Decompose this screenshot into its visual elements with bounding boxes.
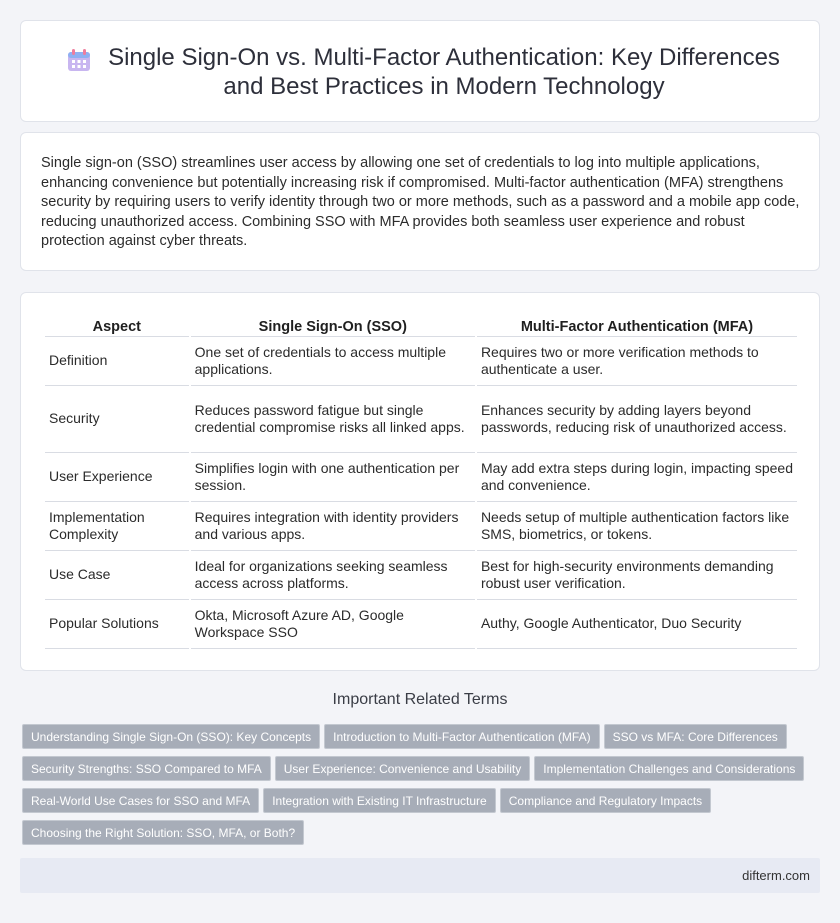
related-terms-list <box>22 724 812 852</box>
table-row <box>45 551 797 600</box>
related-term-tag[interactable]: Compliance and Regulatory Impacts <box>500 788 711 813</box>
table-cell-aspect: Implementation Complexity <box>45 502 189 551</box>
table-cell-aspect: Definition <box>45 337 189 386</box>
comparison-table <box>43 315 799 649</box>
table-row <box>45 453 797 502</box>
table-cell-sso: Requires integration with identity providers and various apps. <box>191 502 475 551</box>
table-cell-mfa: Best for high-security environments demanding robust user verification. <box>477 551 797 600</box>
footer <box>20 858 820 893</box>
summary-text: Single sign-on (SSO) streamlines user access by allowing one set of credentials to log into multiple applications, enhancing convenience but potentially increasing risk if compromised. Multi-factor authentication (MFA) strengthens security by requiring users to verify identity through two or more methods, such as a password and a mobile app code, reducing unauthorized access. Combining SSO with MFA provides both seamless user experience and robust protection against cyber threats. <box>41 155 800 250</box>
related-term-tag[interactable]: Introduction to Multi-Factor Authentication (MFA) <box>324 724 599 749</box>
related-term-tag[interactable]: Real-World Use Cases for SSO and MFA <box>22 788 259 813</box>
related-term-tag[interactable]: Implementation Challenges and Considerations <box>534 756 804 781</box>
table-cell-mfa: Requires two or more verification methods to authenticate a user. <box>477 337 797 386</box>
table-row <box>45 337 797 386</box>
footer-site-link[interactable]: difterm.com <box>742 868 810 883</box>
table-cell-aspect: Use Case <box>45 551 189 600</box>
comparison-card <box>20 292 820 671</box>
column-header-sso: Single Sign-On (SSO) <box>191 315 475 337</box>
column-header-mfa: Multi-Factor Authentication (MFA) <box>477 315 797 337</box>
table-cell-aspect: User Experience <box>45 453 189 502</box>
table-cell-mfa: Authy, Google Authenticator, Duo Security <box>477 600 797 649</box>
summary-card <box>20 132 820 271</box>
table-row <box>45 600 797 649</box>
related-terms-heading: Important Related Terms <box>332 691 508 708</box>
table-cell-sso: Simplifies login with one authentication per session. <box>191 453 475 502</box>
column-header-aspect: Aspect <box>45 315 189 337</box>
table-cell-mfa: May add extra steps during login, impacting speed and convenience. <box>477 453 797 502</box>
related-term-tag[interactable]: Security Strengths: SSO Compared to MFA <box>22 756 271 781</box>
table-row <box>45 502 797 551</box>
related-term-tag[interactable]: SSO vs MFA: Core Differences <box>604 724 787 749</box>
table-cell-mfa: Enhances security by adding layers beyond passwords, reducing risk of unauthorized access. <box>477 386 797 453</box>
header-card <box>20 20 820 122</box>
related-term-tag[interactable]: User Experience: Convenience and Usability <box>275 756 530 781</box>
related-term-tag[interactable]: Understanding Single Sign-On (SSO): Key Concepts <box>22 724 320 749</box>
table-row <box>45 386 797 453</box>
table-cell-aspect: Popular Solutions <box>45 600 189 649</box>
table-cell-sso: Ideal for organizations seeking seamless access across platforms. <box>191 551 475 600</box>
page-title: Single Sign-On vs. Multi-Factor Authentication: Key Differences and Best Practices in Modern Technology <box>108 44 780 100</box>
table-cell-aspect: Security <box>45 386 189 453</box>
table-cell-sso: Reduces password fatigue but single credential compromise risks all linked apps. <box>191 386 475 453</box>
table-cell-sso: Okta, Microsoft Azure AD, Google Workspace SSO <box>191 600 475 649</box>
related-term-tag[interactable]: Choosing the Right Solution: SSO, MFA, or Both? <box>22 820 304 845</box>
table-cell-sso: One set of credentials to access multiple applications. <box>191 337 475 386</box>
table-header-row <box>45 315 797 337</box>
table-cell-mfa: Needs setup of multiple authentication factors like SMS, biometrics, or tokens. <box>477 502 797 551</box>
related-term-tag[interactable]: Integration with Existing IT Infrastructure <box>263 788 496 813</box>
